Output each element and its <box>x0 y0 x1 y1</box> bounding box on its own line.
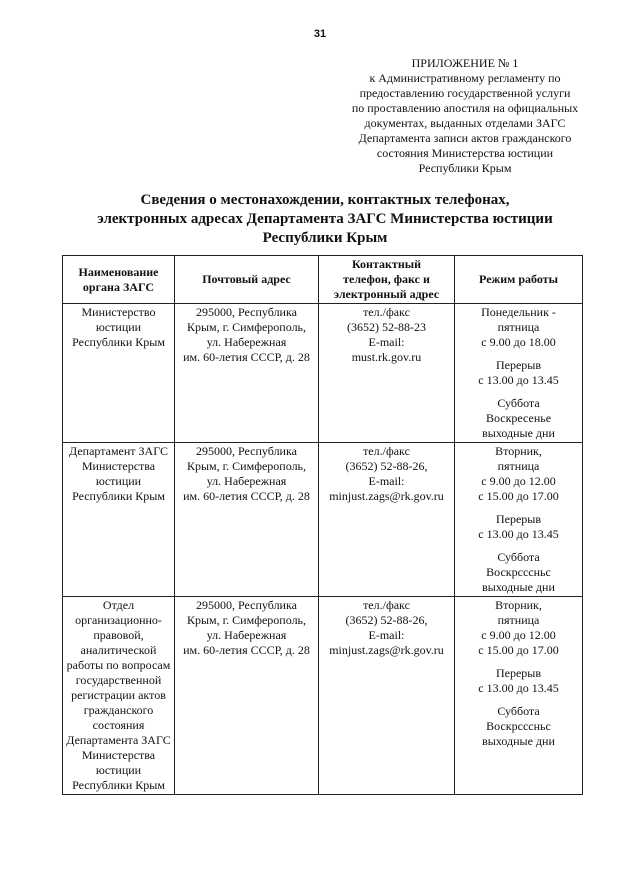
schedule-line: Воскресенье <box>485 411 552 425</box>
header-schedule <box>455 256 583 304</box>
contact-line: E-mail: <box>368 474 405 488</box>
address-line: им. 60-летия СССР, д. 28 <box>183 489 310 503</box>
table-body <box>63 304 583 795</box>
address-line: 295000, Республика <box>196 598 297 612</box>
address-line: Крым, г. Симферополь, <box>186 320 307 334</box>
appendix-line: Республики Крым <box>418 161 512 175</box>
schedule-line: пятница <box>497 613 540 627</box>
header-line: органа ЗАГС <box>82 279 155 294</box>
schedule-block <box>458 444 579 504</box>
schedule-line: Перерыв <box>495 358 542 372</box>
address-line: им. 60-летия СССР, д. 28 <box>183 350 310 364</box>
address-line: ул. Набережная <box>206 474 287 488</box>
schedule-block <box>458 598 579 658</box>
schedule-line: пятница <box>497 320 540 334</box>
address-line: им. 60-летия СССР, д. 28 <box>183 643 310 657</box>
schedule-line: выходные дни <box>482 734 555 748</box>
organ-name-line: состояния <box>92 718 145 732</box>
organ-name-line: Республики Крым <box>72 489 165 503</box>
organ-name-line: Республики Крым <box>72 335 165 349</box>
header-line: Режим работы <box>479 272 558 286</box>
header-organ-name <box>63 256 175 304</box>
title-line: Республики Крым <box>262 230 388 246</box>
schedule-line: с 9.00 до 18.00 <box>481 335 556 349</box>
schedule-block <box>458 305 579 350</box>
contact-line: minjust.zags@rk.gov.ru <box>329 643 444 657</box>
schedule-line: с 9.00 до 12.00 <box>481 474 556 488</box>
schedule-line: пятница <box>497 459 540 473</box>
organ-name-line: юстиции <box>95 474 142 488</box>
postal-address-cell <box>175 304 319 443</box>
address-line: ул. Набережная <box>206 335 287 349</box>
schedule-block <box>458 704 579 749</box>
table-header-row <box>63 256 583 304</box>
header-line: Почтовый адрес <box>202 272 291 286</box>
contact-line: тел./факс <box>363 444 410 458</box>
schedule-line: Перерыв <box>495 512 542 526</box>
title-line: электронных адресах Департамента ЗАГС Министерства юстиции <box>97 211 553 227</box>
contact-line: E-mail: <box>368 335 405 349</box>
schedule-block <box>458 550 579 595</box>
appendix-line: состояния Министерства юстиции <box>376 146 554 160</box>
organ-name-line: Министерства <box>81 459 156 473</box>
postal-address-cell <box>175 597 319 795</box>
appendix-line: предоставлению государственной услуги <box>359 86 571 100</box>
table-row <box>63 443 583 597</box>
schedule-cell <box>455 304 583 443</box>
organ-name-line: Министерство <box>81 305 156 319</box>
organ-name-cell <box>63 304 175 443</box>
schedule-block <box>458 396 579 441</box>
contact-line: (3652) 52-88-23 <box>347 320 426 334</box>
address-line: ул. Набережная <box>206 628 287 642</box>
schedule-line: Воскрсссньс <box>486 719 551 733</box>
organ-name-line: организационно- <box>75 613 162 627</box>
organ-name-line: Департамента ЗАГС <box>66 733 171 747</box>
appendix-line: к Административному регламенту по <box>369 71 561 85</box>
appendix-header <box>330 56 600 176</box>
schedule-line: с 9.00 до 12.00 <box>481 628 556 642</box>
schedule-line: Воскрсссньс <box>486 565 551 579</box>
contact-line: E-mail: <box>368 628 405 642</box>
schedule-line: Суббота <box>497 550 540 564</box>
contacts-table <box>62 255 583 795</box>
contact-line: тел./факс <box>363 598 410 612</box>
contact-line: minjust.zags@rk.gov.ru <box>329 489 444 503</box>
header-postal-address <box>175 256 319 304</box>
contact-cell <box>319 597 455 795</box>
schedule-line: выходные дни <box>482 580 555 594</box>
organ-name-line: Департамент ЗАГС <box>68 444 168 458</box>
title-line: Сведения о местонахождении, контактных телефонах, <box>140 192 510 208</box>
header-contacts <box>319 256 455 304</box>
header-line: Контактный <box>351 257 422 271</box>
contact-cell <box>319 443 455 597</box>
schedule-cell <box>455 597 583 795</box>
schedule-line: Вторник, <box>495 598 542 612</box>
schedule-block <box>458 666 579 696</box>
schedule-line: Суббота <box>497 396 540 410</box>
table-row <box>63 597 583 795</box>
contact-line: тел./факс <box>363 305 410 319</box>
contact-line: (3652) 52-88-26, <box>345 613 428 627</box>
schedule-cell <box>455 443 583 597</box>
appendix-line: документах, выданных отделами ЗАГС <box>364 116 566 130</box>
organ-name-line: правовой, <box>93 628 144 642</box>
schedule-line: Суббота <box>497 704 540 718</box>
organ-name-line: регистрации актов <box>71 688 166 702</box>
organ-name-line: работы по вопросам <box>66 658 171 672</box>
appendix-line: ПРИЛОЖЕНИЕ № 1 <box>411 56 519 70</box>
schedule-line: с 15.00 до 17.00 <box>478 643 559 657</box>
organ-name-cell <box>63 597 175 795</box>
organ-name-line: Отдел <box>102 598 135 612</box>
schedule-block <box>458 512 579 542</box>
organ-name-line: Республики Крым <box>72 778 165 792</box>
header-line: электронный адрес <box>333 287 440 301</box>
appendix-line: Департамента записи актов гражданского <box>358 131 572 145</box>
schedule-line: с 13.00 до 13.45 <box>478 527 559 541</box>
schedule-line: Понедельник - <box>481 305 556 319</box>
schedule-line: Перерыв <box>495 666 542 680</box>
schedule-line: с 15.00 до 17.00 <box>478 489 559 503</box>
organ-name-cell <box>63 443 175 597</box>
organ-name-line: гражданского <box>83 703 154 717</box>
schedule-block <box>458 358 579 388</box>
contact-line: (3652) 52-88-26, <box>345 459 428 473</box>
schedule-line: с 13.00 до 13.45 <box>478 681 559 695</box>
appendix-line: по проставлению апостиля на официальных <box>351 101 579 115</box>
organ-name-line: Министерства <box>81 748 156 762</box>
page-number: 31 <box>313 28 327 40</box>
organ-name-line: аналитической <box>80 643 157 657</box>
address-line: 295000, Республика <box>196 305 297 319</box>
schedule-line: с 13.00 до 13.45 <box>478 373 559 387</box>
address-line: 295000, Республика <box>196 444 297 458</box>
postal-address-cell <box>175 443 319 597</box>
organ-name-line: юстиции <box>95 320 142 334</box>
contact-line: must.rk.gov.ru <box>351 350 422 364</box>
schedule-line: Вторник, <box>495 444 542 458</box>
address-line: Крым, г. Симферополь, <box>186 459 307 473</box>
organ-name-line: юстиции <box>95 763 142 777</box>
table-row <box>63 304 583 443</box>
address-line: Крым, г. Симферополь, <box>186 613 307 627</box>
schedule-line: выходные дни <box>482 426 555 440</box>
organ-name-line: государственной <box>75 673 162 687</box>
header-line: телефон, факс и <box>343 272 430 286</box>
header-line: Наименование <box>78 264 159 279</box>
document-title <box>80 191 570 248</box>
contact-cell <box>319 304 455 443</box>
